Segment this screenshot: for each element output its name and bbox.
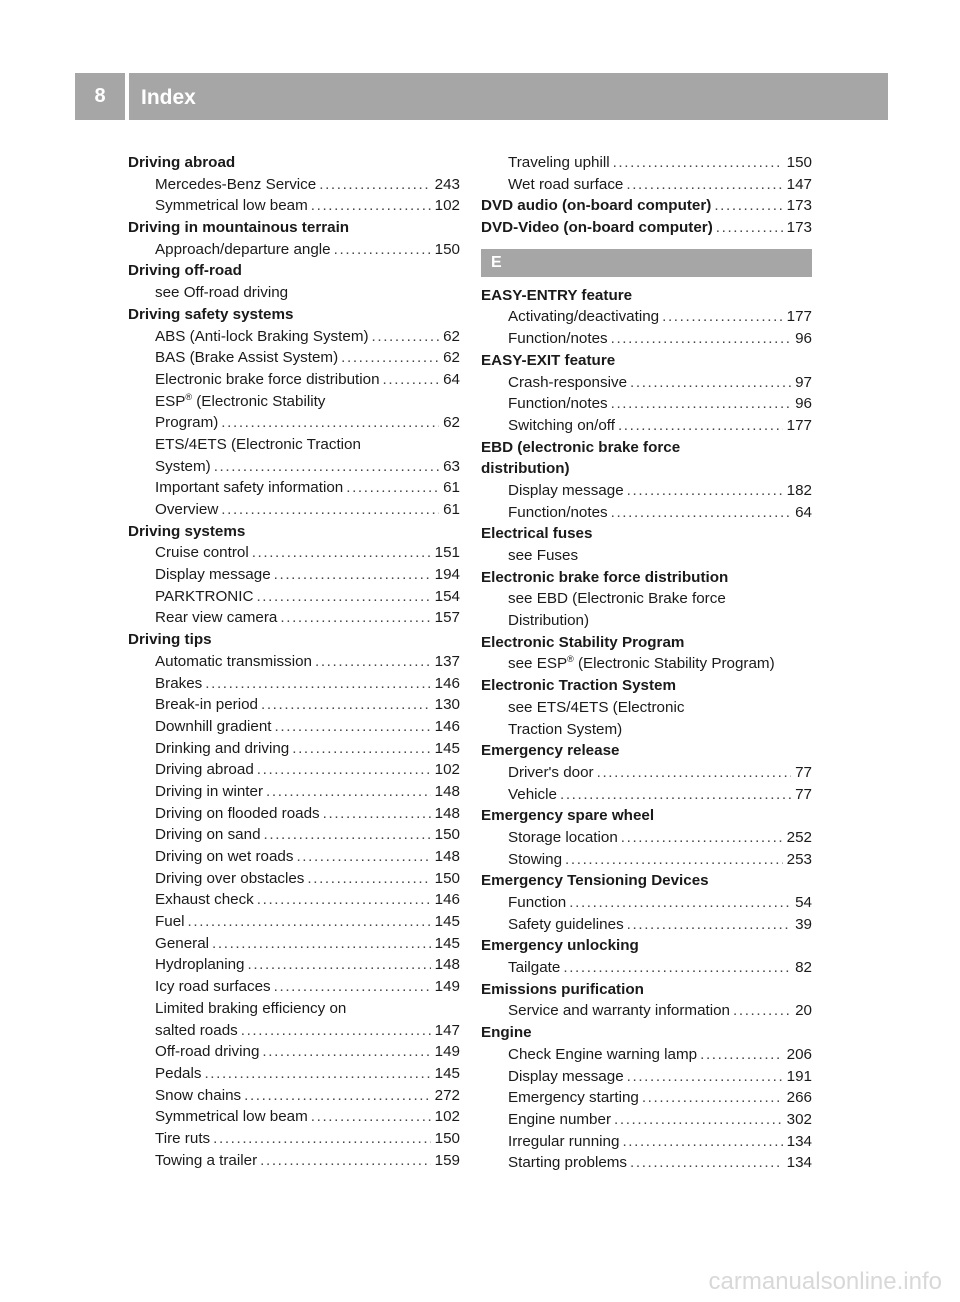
index-entry <box>128 499 460 521</box>
entry-page-number: 194 <box>434 566 460 584</box>
index-entry <box>481 415 812 437</box>
entry-label: Switching on/off <box>508 416 615 434</box>
dot-leader <box>261 694 431 716</box>
index-entry <box>481 306 812 328</box>
index-heading: Electronic Stability Program <box>481 633 685 651</box>
dot-leader <box>611 502 791 524</box>
index-heading: EBD (electronic brake force <box>481 438 681 456</box>
index-entry <box>128 651 460 673</box>
entry-page-number: 177 <box>786 416 812 434</box>
index-esp-line <box>128 391 460 413</box>
entry-page-number: 102 <box>434 1108 460 1126</box>
entry-page-number: 154 <box>434 587 460 605</box>
entry-page-number: 96 <box>795 395 812 413</box>
dot-leader <box>733 1000 791 1022</box>
entry-label: Mercedes-Benz Service <box>155 175 317 193</box>
dot-leader <box>613 152 783 174</box>
dot-leader <box>319 174 430 196</box>
dot-leader <box>372 326 440 348</box>
entry-label: Icy road surfaces <box>155 978 271 996</box>
entry-page-number: 61 <box>443 501 460 518</box>
entry-label: Vehicle <box>508 785 557 803</box>
index-entry <box>481 480 812 502</box>
entry-page-number: 148 <box>434 804 460 822</box>
entry-label: DVD audio (on-board computer) <box>481 197 712 215</box>
index-entry <box>128 976 460 998</box>
index-entry <box>128 738 460 760</box>
index-heading: Driving in mountainous terrain <box>128 219 350 237</box>
entry-label: Traveling uphill <box>508 154 610 171</box>
entry-label: Service and warranty information <box>508 1002 731 1020</box>
index-heading: Emissions purification <box>481 980 644 998</box>
entry-label: Emergency starting <box>508 1089 639 1107</box>
dot-leader <box>244 1085 431 1107</box>
index-entry <box>128 1106 460 1128</box>
entry-page-number: 159 <box>434 1151 460 1169</box>
index-entry <box>481 784 812 806</box>
esp-suffix: (Electronic Stability <box>192 392 326 410</box>
entry-label: Display message <box>508 1067 624 1085</box>
index-entry <box>128 326 460 348</box>
dot-leader <box>642 1087 783 1109</box>
dot-leader <box>714 195 782 217</box>
index-see-reference: Limited braking efficiency on <box>155 999 347 1017</box>
page-number: 8 <box>94 85 106 107</box>
entry-label: Overview <box>155 501 219 518</box>
entry-page-number: 134 <box>786 1132 812 1150</box>
index-see-reference: Traction System) <box>508 720 623 738</box>
entry-label: Hydroplaning <box>155 956 245 974</box>
entry-page-number: 102 <box>434 197 460 215</box>
dot-leader <box>627 914 791 936</box>
entry-label: Cruise control <box>155 544 249 562</box>
dot-leader <box>256 586 430 608</box>
entry-label: Automatic transmission <box>155 652 312 670</box>
entry-label: Driving on flooded roads <box>155 804 320 822</box>
index-heading: Electronic Traction System <box>481 677 676 695</box>
index-heading: Electrical fuses <box>481 525 593 543</box>
entry-page-number: 149 <box>434 978 460 996</box>
entry-label: Fuel <box>155 913 185 931</box>
dot-leader <box>311 1106 431 1128</box>
index-entry <box>128 1020 460 1042</box>
entry-label: Downhill gradient <box>155 717 272 735</box>
index-heading: Emergency spare wheel <box>481 807 655 825</box>
entry-page-number: 62 <box>443 349 460 367</box>
entry-page-number: 146 <box>434 891 460 909</box>
dot-leader <box>188 911 431 933</box>
entry-page-number: 266 <box>786 1089 812 1107</box>
entry-page-number: 150 <box>434 1129 460 1147</box>
dot-leader <box>214 456 439 478</box>
entry-page-number: 148 <box>434 782 460 800</box>
entry-page-number: 130 <box>434 696 460 714</box>
dot-leader <box>311 195 431 217</box>
entry-page-number: 150 <box>434 869 460 887</box>
entry-label: Off-road driving <box>155 1043 260 1061</box>
esp-prefix: see ESP <box>508 655 568 673</box>
index-entry <box>481 1087 812 1109</box>
index-see-reference: see ETS/4ETS (Electronic <box>508 698 685 716</box>
index-see-reference: ETS/4ETS (Electronic Traction <box>155 435 361 453</box>
index-entry <box>128 803 460 825</box>
index-column-right <box>481 152 812 1174</box>
entry-page-number: 77 <box>795 763 812 781</box>
entry-label: Driving abroad <box>155 761 254 779</box>
dot-leader <box>274 564 431 586</box>
dot-leader <box>315 651 431 673</box>
dot-leader <box>221 412 439 434</box>
entry-label: Function/notes <box>508 395 608 413</box>
dot-leader <box>292 738 430 760</box>
entry-page-number: 147 <box>786 175 812 193</box>
index-entry <box>481 1000 812 1022</box>
entry-page-number: 150 <box>786 154 812 171</box>
entry-page-number: 147 <box>434 1021 460 1039</box>
entry-label: BAS (Brake Assist System) <box>155 349 339 367</box>
entry-label: Check Engine warning lamp <box>508 1045 698 1063</box>
entry-label: Rear view camera <box>155 609 278 627</box>
entry-page-number: 145 <box>434 739 460 757</box>
index-entry <box>128 1150 460 1172</box>
dot-leader <box>627 480 783 502</box>
dot-leader <box>569 892 791 914</box>
index-entry <box>128 1085 460 1107</box>
index-heading: EASY-EXIT feature <box>481 351 616 369</box>
index-see-reference: see EBD (Electronic Brake force <box>508 590 726 608</box>
index-entry <box>128 868 460 890</box>
entry-label: PARKTRONIC <box>155 587 254 605</box>
entry-page-number: 137 <box>434 652 460 670</box>
index-entry <box>128 477 460 499</box>
index-entry <box>128 759 460 781</box>
entry-label: salted roads <box>155 1021 238 1039</box>
index-heading: Electronic brake force distribution <box>481 568 729 586</box>
entry-page-number: 206 <box>786 1045 812 1063</box>
entry-page-number: 149 <box>434 1043 460 1061</box>
watermark: carmanualsonline.info <box>708 1268 942 1295</box>
index-esp-line <box>481 653 812 675</box>
entry-label: Driving on wet roads <box>155 848 294 865</box>
dot-leader <box>563 957 791 979</box>
index-heading: Emergency release <box>481 742 620 760</box>
dot-leader <box>630 372 791 394</box>
entry-label: General <box>155 934 210 952</box>
dot-leader <box>266 781 431 803</box>
dot-leader <box>611 393 791 415</box>
entry-label: Driving on sand <box>155 826 261 844</box>
page-title: Index <box>141 86 196 109</box>
entry-label: Wet road surface <box>508 175 624 193</box>
dot-leader <box>221 499 439 521</box>
dot-leader <box>565 849 783 871</box>
entry-page-number: 146 <box>434 717 460 735</box>
entry-page-number: 64 <box>795 503 812 521</box>
dot-leader <box>274 976 431 998</box>
index-heading: Driving systems <box>128 522 246 540</box>
dot-leader <box>334 239 431 261</box>
entry-page-number: 182 <box>786 481 812 499</box>
esp-prefix: ESP <box>155 392 186 410</box>
index-heading: Emergency Tensioning Devices <box>481 872 709 890</box>
index-heading: EASY-ENTRY feature <box>481 286 633 304</box>
index-entry <box>481 1152 812 1174</box>
dot-leader <box>560 784 791 806</box>
entry-label: Starting problems <box>508 1154 628 1172</box>
index-heading: Emergency unlocking <box>481 937 639 955</box>
section-letter-bar: E <box>481 249 812 277</box>
registered-mark: ® <box>567 654 574 665</box>
index-entry <box>481 502 812 524</box>
dot-leader <box>341 347 439 369</box>
entry-page-number: 177 <box>786 308 812 326</box>
index-entry <box>481 1066 812 1088</box>
entry-label: Snow chains <box>155 1086 242 1104</box>
entry-page-number: 151 <box>434 544 460 562</box>
entry-page-number: 134 <box>786 1154 812 1172</box>
entry-page-number: 82 <box>795 959 812 977</box>
entry-page-number: 96 <box>795 330 812 348</box>
entry-page-number: 62 <box>443 414 460 432</box>
dot-leader <box>275 716 431 738</box>
index-entry <box>128 781 460 803</box>
entry-page-number: 97 <box>795 373 812 391</box>
dot-leader <box>213 1128 431 1150</box>
index-entry <box>128 586 460 608</box>
dot-leader <box>260 1150 431 1172</box>
index-entry <box>481 957 812 979</box>
entry-page-number: 272 <box>434 1086 460 1104</box>
entry-page-number: 173 <box>786 219 812 237</box>
entry-page-number: 145 <box>434 913 460 931</box>
dot-leader <box>618 415 783 437</box>
index-entry <box>481 174 812 196</box>
entry-page-number: 39 <box>795 915 812 933</box>
index-entry <box>481 827 812 849</box>
entry-label: Stowing <box>508 850 563 868</box>
index-entry <box>128 889 460 911</box>
index-heading: Driving abroad <box>128 154 236 171</box>
dot-leader <box>621 827 783 849</box>
entry-label: DVD-Video (on-board computer) <box>481 219 713 237</box>
index-heading: distribution) <box>481 460 570 478</box>
entry-label: Important safety information <box>155 479 344 497</box>
index-entry <box>128 174 460 196</box>
entry-label: Pedals <box>155 1064 202 1082</box>
dot-leader <box>241 1020 431 1042</box>
dot-leader <box>700 1044 783 1066</box>
index-entry <box>481 1044 812 1066</box>
entry-label: Symmetrical low beam <box>155 1108 308 1126</box>
entry-label: Irregular running <box>508 1132 620 1150</box>
dot-leader <box>212 933 431 955</box>
index-entry <box>128 673 460 695</box>
entry-label: Storage location <box>508 828 618 846</box>
header-divider <box>125 73 129 120</box>
entry-label: Driver's door <box>508 763 594 781</box>
dot-leader <box>323 803 431 825</box>
entry-label: Towing a trailer <box>155 1151 258 1169</box>
index-entry <box>128 1128 460 1150</box>
entry-label: Drinking and driving <box>155 739 290 757</box>
index-heading: Engine <box>481 1024 532 1042</box>
entry-label: Symmetrical low beam <box>155 197 308 215</box>
dot-leader <box>622 1131 782 1153</box>
entry-page-number: 145 <box>434 934 460 952</box>
dot-leader <box>614 1109 783 1131</box>
entry-label: ABS (Anti-lock Braking System) <box>155 327 369 345</box>
entry-page-number: 54 <box>795 894 812 911</box>
entry-page-number: 150 <box>434 240 460 258</box>
index-entry <box>128 347 460 369</box>
dot-leader <box>257 889 431 911</box>
dot-leader <box>248 954 431 976</box>
index-entry <box>481 914 812 936</box>
index-entry <box>128 933 460 955</box>
dot-leader <box>626 174 782 196</box>
entry-page-number: 64 <box>443 370 460 388</box>
dot-leader <box>307 868 430 890</box>
dot-leader <box>627 1066 783 1088</box>
dot-leader <box>630 1152 783 1174</box>
index-entry <box>128 564 460 586</box>
index-entry <box>481 849 812 871</box>
index-entry <box>128 412 460 434</box>
entry-page-number: 173 <box>786 197 812 215</box>
entry-label: Driving over obstacles <box>155 869 305 887</box>
index-entry <box>128 369 460 391</box>
entry-page-number: 63 <box>443 457 460 475</box>
index-entry <box>128 694 460 716</box>
entry-label: Exhaust check <box>155 891 254 909</box>
dot-leader <box>257 759 431 781</box>
dot-leader <box>205 673 430 695</box>
entry-page-number: 191 <box>786 1067 812 1085</box>
entry-label: Safety guidelines <box>508 915 624 933</box>
entry-label: Tire ruts <box>155 1129 211 1147</box>
dot-leader <box>252 542 431 564</box>
entry-label: Crash-responsive <box>508 373 628 391</box>
dot-leader <box>204 1063 430 1085</box>
entry-label: Function <box>508 894 567 911</box>
entry-label: Brakes <box>155 674 203 692</box>
dot-leader <box>262 1041 430 1063</box>
index-heading-entry <box>481 217 812 239</box>
index-entry <box>128 1041 460 1063</box>
index-entry <box>128 911 460 933</box>
index-entry <box>128 824 460 846</box>
entry-page-number: 148 <box>434 956 460 974</box>
entry-label: Function/notes <box>508 330 608 348</box>
entry-page-number: 157 <box>434 609 460 627</box>
entry-label: Program) <box>155 414 219 432</box>
dot-leader <box>346 477 439 499</box>
index-entry <box>128 239 460 261</box>
entry-label: Function/notes <box>508 503 608 521</box>
dot-leader <box>383 369 440 391</box>
entry-label: Engine number <box>508 1110 612 1128</box>
page-header <box>75 73 888 120</box>
dot-leader <box>296 846 430 868</box>
entry-page-number: 148 <box>434 848 460 865</box>
index-see-reference: see Fuses <box>508 547 579 564</box>
entry-page-number: 253 <box>786 850 812 868</box>
index-entry <box>128 846 460 868</box>
entry-page-number: 252 <box>786 828 812 846</box>
entry-page-number: 146 <box>434 674 460 692</box>
entry-label: Activating/deactivating <box>508 308 660 326</box>
entry-page-number: 243 <box>434 175 460 193</box>
index-entry <box>128 542 460 564</box>
dot-leader <box>662 306 783 328</box>
entry-page-number: 62 <box>443 327 460 345</box>
index-entry <box>128 607 460 629</box>
entry-label: System) <box>155 457 211 475</box>
index-entry <box>481 152 812 174</box>
index-see-reference: see Off-road driving <box>155 284 289 302</box>
index-entry <box>481 892 812 914</box>
index-heading: Driving safety systems <box>128 305 294 323</box>
index-entry <box>481 1109 812 1131</box>
entry-label: Electronic brake force distribution <box>155 370 380 388</box>
index-column-left <box>128 152 460 1171</box>
entry-page-number: 61 <box>443 479 460 497</box>
index-entry <box>128 954 460 976</box>
entry-label: Break-in period <box>155 696 258 714</box>
index-entry <box>481 1131 812 1153</box>
entry-page-number: 145 <box>434 1064 460 1082</box>
entry-page-number: 150 <box>434 826 460 844</box>
esp-suffix: (Electronic Stability Program) <box>573 655 775 673</box>
entry-label: Approach/departure angle <box>155 240 331 258</box>
entry-page-number: 102 <box>434 761 460 779</box>
index-entry <box>481 762 812 784</box>
entry-label: Display message <box>508 481 624 499</box>
index-heading: Driving tips <box>128 631 212 649</box>
dot-leader <box>264 824 431 846</box>
dot-leader <box>597 762 791 784</box>
index-entry <box>128 195 460 217</box>
index-entry <box>128 716 460 738</box>
index-entry <box>481 328 812 350</box>
index-entry <box>128 1063 460 1085</box>
index-heading: Driving off-road <box>128 262 242 280</box>
index-heading-entry <box>481 195 812 217</box>
registered-mark: ® <box>185 391 193 402</box>
index-entry <box>481 372 812 394</box>
entry-page-number: 302 <box>786 1110 812 1128</box>
index-see-reference: Distribution) <box>508 612 590 630</box>
dot-leader <box>716 217 783 239</box>
entry-label: Tailgate <box>508 959 561 977</box>
entry-label: Driving in winter <box>155 782 264 800</box>
entry-page-number: 77 <box>795 785 812 803</box>
entry-page-number: 20 <box>795 1002 812 1020</box>
dot-leader <box>611 328 791 350</box>
dot-leader <box>280 607 430 629</box>
index-entry <box>128 456 460 478</box>
index-entry <box>481 393 812 415</box>
entry-label: Display message <box>155 566 271 584</box>
